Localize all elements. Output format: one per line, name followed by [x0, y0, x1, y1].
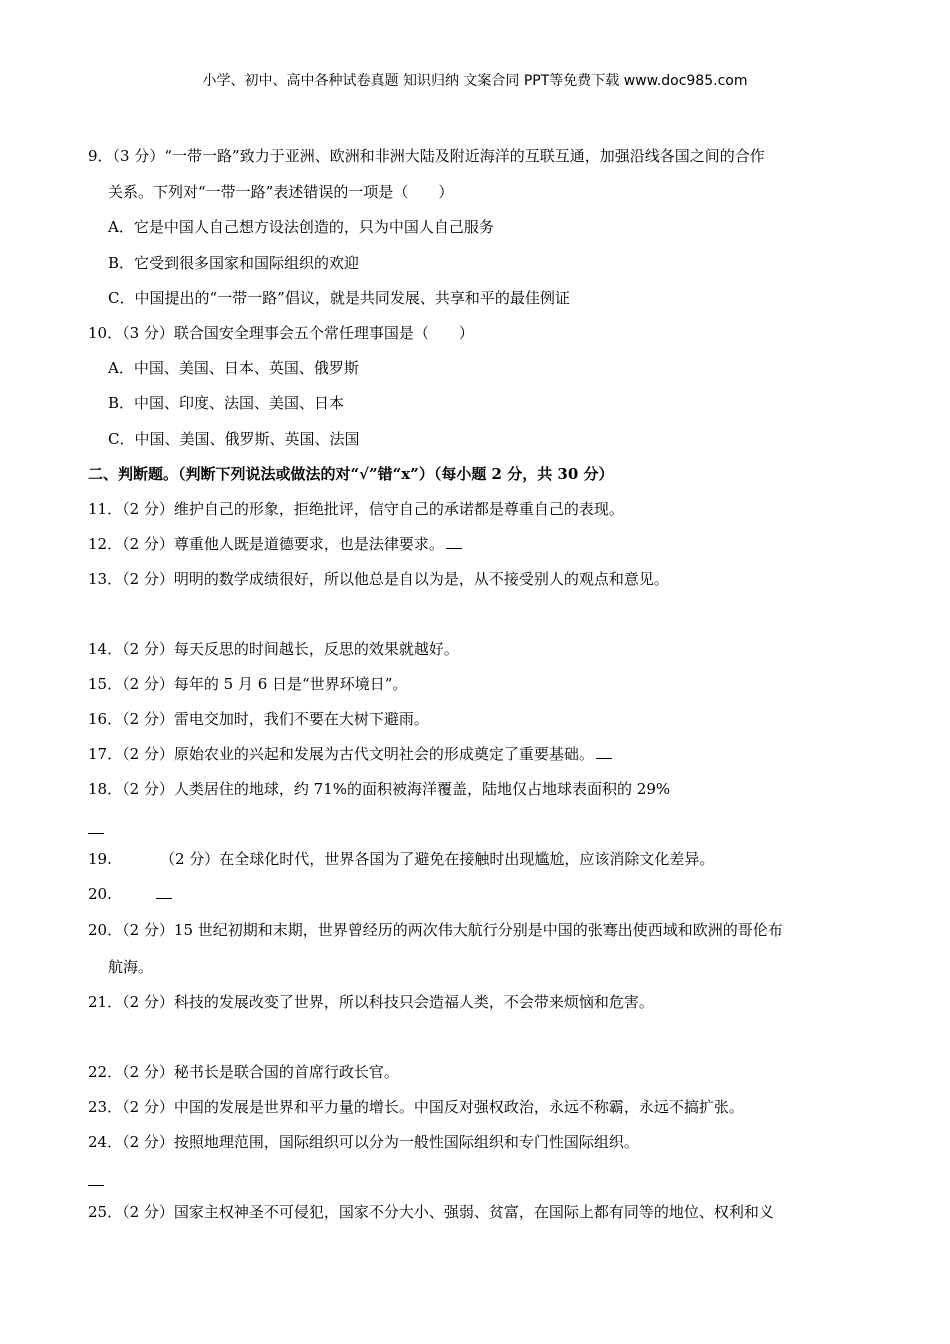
question-13: 13．（2 分）明明的数学成绩很好，所以他总是自以为是，从不接受别人的观点和意见。	[88, 570, 669, 588]
question-21: 21．（2 分）科技的发展改变了世界，所以科技只会造福人类，不会带来烦恼和危害。	[88, 993, 654, 1011]
page-header: 小学、初中、高中各种试卷真题 知识归纳 文案合同 PPT等免费下载 www.doc985.com	[202, 73, 748, 89]
answer-blank	[88, 1184, 104, 1186]
question-20-stray-number: 20.	[88, 885, 112, 903]
question-9-line1: 9．（3 分）“一带一路”致力于亚洲、欧洲和非洲大陆及附近海洋的互联互通，加强沿线各国之间的合作	[88, 147, 765, 165]
answer-blank	[88, 832, 104, 834]
question-10: 10．（3 分）联合国安全理事会五个常任理事国是（ ）	[88, 324, 474, 342]
answer-blank	[156, 884, 172, 899]
question-10-option-c: C．中国、美国、俄罗斯、英国、法国	[108, 430, 360, 448]
section-2-heading: 二、判断题。（判断下列说法或做法的对“√”错“x”）（每小题 2 分，共 30 分）	[88, 465, 614, 483]
answer-blank	[446, 534, 462, 549]
question-19-number: 19.	[88, 850, 112, 868]
question-9-option-b: B．它受到很多国家和国际组织的欢迎	[108, 254, 360, 272]
question-15: 15．（2 分）每年的 5 月 6 日是“世界环境日”。	[88, 675, 408, 693]
question-23: 23．（2 分）中国的发展是世界和平力量的增长。中国反对强权政治，永远不称霸，永远不搞扩张。	[88, 1098, 744, 1116]
question-18: 18．（2 分）人类居住的地球，约 71%的面积被海洋覆盖，陆地仅占地球表面积的 29%	[88, 780, 671, 798]
question-10-option-a: A．中国、美国、日本、英国、俄罗斯	[108, 359, 359, 377]
question-9-option-c: C．中国提出的“一带一路”倡议，就是共同发展、共享和平的最佳例证	[108, 289, 570, 307]
question-20-line2: 航海。	[108, 958, 154, 976]
question-14: 14．（2 分）每天反思的时间越长，反思的效果就越好。	[88, 640, 459, 658]
question-25: 25．（2 分）国家主权神圣不可侵犯，国家不分大小、强弱、贫富，在国际上都有同等的地位、权利和义	[88, 1203, 774, 1221]
question-22: 22．（2 分）秘书长是联合国的首席行政长官。	[88, 1063, 399, 1081]
question-20-stray	[88, 884, 172, 904]
question-17	[88, 744, 612, 764]
question-20-line1: 20．（2 分）15 世纪初期和末期，世界曾经历的两次伟大航行分别是中国的张骞出使西域和欧洲的哥伦布	[88, 921, 783, 939]
question-11: 11．（2 分）维护自己的形象，拒绝批评，信守自己的承诺都是尊重自己的表现。	[88, 500, 624, 518]
question-12-text: 12．（2 分）尊重他人既是道德要求，也是法律要求。	[88, 535, 444, 553]
question-9-option-a: A．它是中国人自己想方设法创造的，只为中国人自己服务	[108, 218, 494, 236]
question-10-option-b: B．中国、印度、法国、美国、日本	[108, 394, 345, 412]
question-16: 16．（2 分）雷电交加时，我们不要在大树下避雨。	[88, 710, 429, 728]
question-24: 24．（2 分）按照地理范围，国际组织可以分为一般性国际组织和专门性国际组织。	[88, 1133, 639, 1151]
question-12	[88, 534, 462, 554]
question-19-text: （2 分）在全球化时代，世界各国为了避免在接触时出现尴尬，应该消除文化差异。	[160, 850, 715, 868]
question-9-line2: 关系。下列对“一带一路”表述错误的一项是（ ）	[108, 183, 454, 201]
question-19	[88, 849, 714, 869]
answer-blank	[596, 744, 612, 759]
question-17-text: 17．（2 分）原始农业的兴起和发展为古代文明社会的形成奠定了重要基础。	[88, 745, 594, 763]
